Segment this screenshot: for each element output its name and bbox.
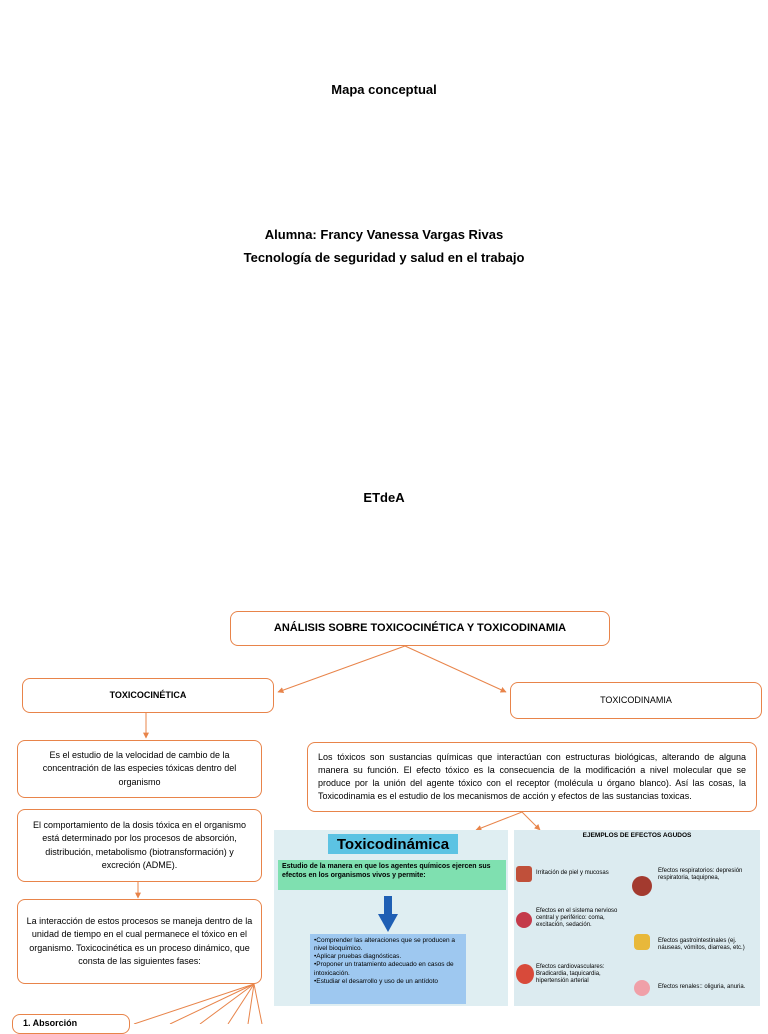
effect-cardio: Efectos cardiovasculares: Bradicardia, taquicardia, hipertensión arterial (536, 964, 605, 985)
effect-nervous: Efectos en el sistema nervioso central y periférico: coma, excitación, sedación. (536, 908, 618, 929)
effects-heading: EJEMPLOS DE EFECTOS AGUDOS (582, 832, 692, 839)
list-item: •Aplicar pruebas diagnósticas. (314, 953, 402, 961)
list-item: •Comprender las alteraciones que se producen a nivel bioquímico. (314, 937, 456, 953)
student-name: Alumna: Francy Vanessa Vargas Rivas (264, 227, 504, 242)
effect-gastro: Efectos gastrointestinales (ej. náuseas, vómitos, diarreas, etc.) (658, 938, 745, 952)
effect-skin: Irritación de piel y mucosas (536, 870, 609, 876)
phases-node: La interacción de estos procesos se maneja dentro de la unidad de tiempo en el cual permanece el tóxico en el organismo. Toxicocinética es un proceso dinámico, que consta de las siguientes fases: (17, 899, 262, 984)
skin-icon (516, 866, 532, 882)
infographic-list (310, 934, 466, 1004)
down-arrow-icon (378, 896, 398, 932)
infographic-title: Toxicodinámica (328, 834, 458, 854)
effect-respiratory: Efectos respiratorios: depresión respiratoria, taquipnea, (658, 868, 743, 882)
effect-renal: Efectos renales:: oliguria, anuria. (658, 984, 746, 990)
program-name: Tecnología de seguridad y salud en el trabajo (243, 250, 525, 265)
toxicodinamica-infographic (274, 830, 508, 1006)
toxicodinamia-node: TOXICODINAMIA (510, 682, 762, 719)
body-icon (634, 934, 650, 950)
root-node: ANÁLISIS SOBRE TOXICOCINÉTICA Y TOXICODINAMIA (230, 611, 610, 646)
toxicocinetica-definition: Es el estudio de la velocidad de cambio de la concentración de las especies tóxicas dentro del organismo (17, 740, 262, 798)
cover-title: Mapa conceptual (331, 82, 437, 97)
institution-name: ETdeA (363, 490, 405, 505)
kidney-icon (634, 980, 650, 996)
heart-icon (516, 964, 534, 984)
toxicocinetica-node: TOXICOCINÉTICA (22, 678, 274, 713)
lungs-icon (632, 876, 652, 896)
toxicodinamia-definition: Los tóxicos son sustancias químicas que interactúan con estructuras biológicas, alterando de alguna manera su función. El efecto tóxico es la consecuencia de la modificación a nivel molecular que se produce por la unión del agente tóxico con el receptor (molécula u órgano blanco). Así las cosas, la Toxicodinamia es el estudio de los mecanismos de acción y efectos de las sustancias toxicas. (307, 742, 757, 812)
list-item: •Estudiar el desarrollo y uso de un antídoto (314, 977, 439, 985)
infographic-subtitle: Estudio de la manera en que los agentes químicos ejercen sus efectos en los organismos vivos y permite: (278, 860, 506, 890)
list-item: •Proponer un tratamiento adecuado en casos de intoxicación. (314, 961, 454, 977)
acute-effects-infographic (514, 830, 760, 1006)
absorption-node: 1. Absorción (12, 1014, 130, 1034)
adme-process-node: El comportamiento de la dosis tóxica en el organismo está determinado por los procesos de absorción, distribución, metabolismo (biotransformación) y excreción (ADME). (17, 809, 262, 882)
brain-icon (516, 912, 532, 928)
